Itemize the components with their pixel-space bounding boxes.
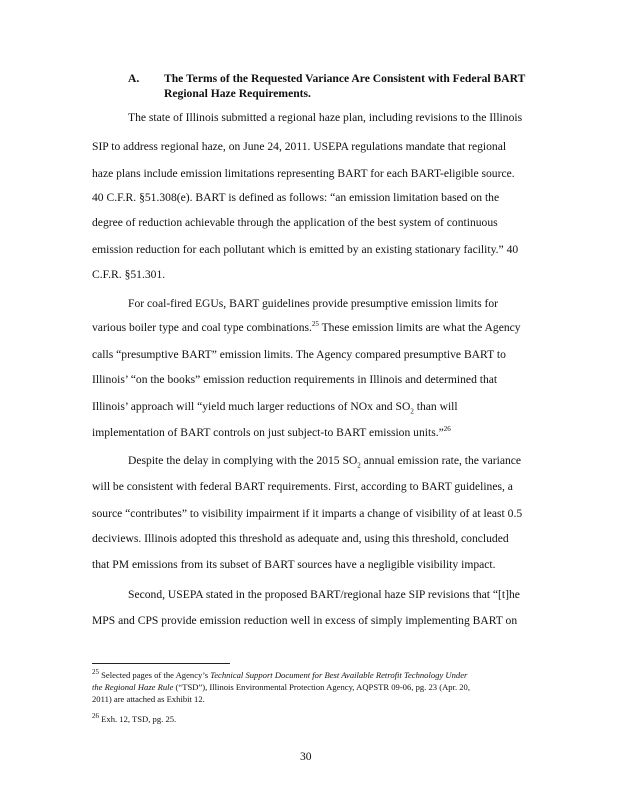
para2-line: calls “presumptive BART” emission limits. The Agency compared presumptive BART to — [92, 348, 506, 361]
footnote-ref: 26 — [443, 425, 451, 434]
para1-line: emission reduction for each pollutant which is emitted by an existing stationary facility.” 40 — [92, 243, 519, 256]
para2-line: Illinois’ approach will “yield much larger reductions of NOx and $SO_2$ than will — [92, 400, 458, 416]
section-heading — [128, 72, 548, 101]
footnote-divider — [92, 663, 230, 664]
para3-line: deciviews. Illinois adopted this threshold as adequate and, using this threshold, concluded — [92, 532, 509, 545]
para3-line: Despite the delay in complying with the 2015 $SO_2$ annual emission rate, the variance — [128, 454, 522, 470]
footnote-26: $^{26}$ Exh. 12, TSD, pg. 25. — [92, 712, 177, 724]
page-number: 30 — [300, 750, 312, 763]
para4-line: Second, USEPA stated in the proposed BART/regional haze SIP revisions that “[t]he — [128, 588, 520, 601]
para4-line: MPS and CPS provide emission reduction well in excess of simply implementing BART on — [92, 614, 518, 627]
para2-line: various boiler type and coal type combinations.$^{25}$ These emission limits are what the Agency — [92, 320, 521, 334]
para1-line: haze plans include emission limitations representing BART for each BART-eligible source. — [92, 167, 515, 180]
footnote-25: $^{25}$ Selected pages of the Agency’s Technical Support Document for Best Available Retrofit Technology Under — [92, 668, 468, 680]
para3-line: source “contributes” to visibility impairment if it imparts a change of visibility of at least 0.5 — [92, 507, 523, 520]
para1-line: 40 C.F.R. §51.308(e). BART is defined as follows: “an emission limitation based on the — [92, 191, 500, 204]
heading-line-2: Regional Haze Requirements. — [164, 86, 311, 100]
footnote-25-line-3: 2011) are attached as Exhibit 12. — [92, 694, 205, 704]
para2-line: implementation of BART controls on just subject-to BART emission units.”$^{26}$ — [92, 425, 451, 439]
para1-line: degree of reduction achievable through the application of the best system of continuous — [92, 216, 498, 229]
footnote-ref: 25 — [311, 320, 319, 329]
footnote-25-line-2: the Regional Haze Rule (“TSD”), Illinois Environmental Protection Agency, AQPSTR 09-06, pg. 23 (Apr. 20, — [92, 682, 470, 692]
para1-line: C.F.R. §51.301. — [92, 268, 166, 281]
para2-line: Illinois’ “on the books” emission reduction requirements in Illinois and determined that — [92, 373, 498, 386]
para2-line: For coal-fired EGUs, BART guidelines provide presumptive emission limits for — [128, 297, 499, 310]
para3-line: that PM emissions from its subset of BART sources have a negligible visibility impact. — [92, 558, 496, 571]
para1-line: SIP to address regional haze, on June 24, 2011. USEPA regulations mandate that regional — [92, 140, 507, 153]
para3-line: will be consistent with federal BART requirements. First, according to BART guidelines, a — [92, 480, 513, 493]
heading-line-1: The Terms of the Requested Variance Are Consistent with Federal BART — [164, 72, 526, 85]
section-letter: A. — [128, 72, 140, 85]
para1-line: The state of Illinois submitted a regional haze plan, including revisions to the Illinois — [128, 111, 523, 124]
